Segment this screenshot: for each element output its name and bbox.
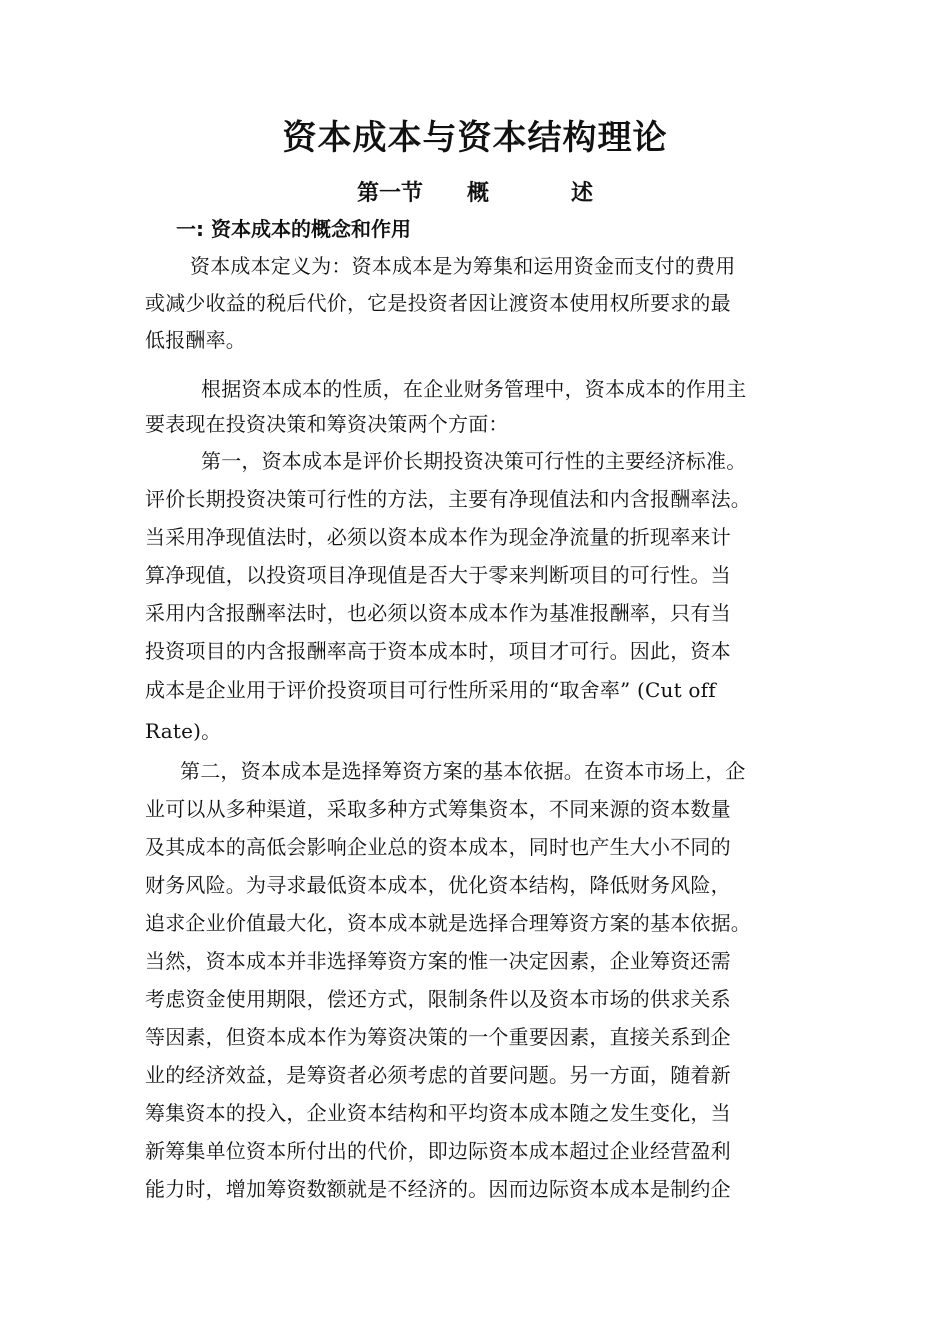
text-line: 能力时，增加筹资数额就是不经济的。因而边际资本成本是制约企 [145,1177,731,1201]
text-line: 资本成本定义为：资本成本是为筹集和运用资金而支付的费用 [190,254,736,278]
text-line: 新筹集单位资本所付出的代价，即边际资本成本超过企业经营盈利 [145,1139,731,1163]
text-line: 追求企业价值最大化，资本成本就是选择合理筹资方案的基本依据。 [145,911,751,935]
text-line: 及其成本的高低会影响企业总的资本成本，同时也产生大小不同的 [145,835,731,859]
text-line: Rate)。 [145,719,222,743]
text-line: 算净现值，以投资项目净现值是否大于零来判断项目的可行性。当 [145,563,731,587]
text-line: 等因素，但资本成本作为筹资决策的一个重要因素，直接关系到企 [145,1025,731,1049]
text-line: 评价长期投资决策可行性的方法，主要有净现值法和内含报酬率法。 [145,487,751,511]
text-line: 当然，资本成本并非选择筹资方案的惟一决定因素，企业筹资还需 [145,949,731,973]
text-line: 成本是企业用于评价投资项目可行性所采用的“取舍率” (Cut off [145,678,716,702]
text-line: 要表现在投资决策和筹资决策两个方面： [145,412,509,436]
text-line: 第一，资本成本是评价长期投资决策可行性的主要经济标准。 [201,449,747,473]
text-line: 考虑资金使用期限，偿还方式，限制条件以及资本市场的供求关系 [145,987,731,1011]
subheading: 一: 资本成本的概念和作用 [176,217,411,241]
section-heading [357,178,593,210]
text-line: 第二，资本成本是选择筹资方案的基本依据。在资本市场上，企 [180,759,746,783]
text-line: 财务风险。为寻求最低资本成本，优化资本结构，降低财务风险， [145,873,731,897]
text-line: 业的经济效益，是筹资者必须考虑的首要问题。另一方面，随着新 [145,1063,731,1087]
section-title-char-2: 述 [571,181,594,206]
text-line: 采用内含报酬率法时，也必须以资本成本作为基准报酬率，只有当 [145,601,731,625]
text-line: 根据资本成本的性质，在企业财务管理中，资本成本的作用主 [201,377,747,401]
section-title-char-1: 概 [467,181,490,206]
document-title: 资本成本与资本结构理论 [282,118,668,158]
text-line: 筹集资本的投入，企业资本结构和平均资本成本随之发生变化，当 [145,1101,731,1125]
text-line: 或减少收益的税后代价，它是投资者因让渡资本使用权所要求的最 [145,291,731,315]
section-number: 第一节 [357,181,424,206]
text-line: 业可以从多种渠道，采取多种方式筹集资本，不同来源的资本数量 [145,797,731,821]
text-line: 当采用净现值法时，必须以资本成本作为现金净流量的折现率来计 [145,525,731,549]
text-line: 投资项目的内含报酬率高于资本成本时，项目才可行。因此，资本 [145,639,731,663]
text-line: 低报酬率。 [145,328,246,352]
